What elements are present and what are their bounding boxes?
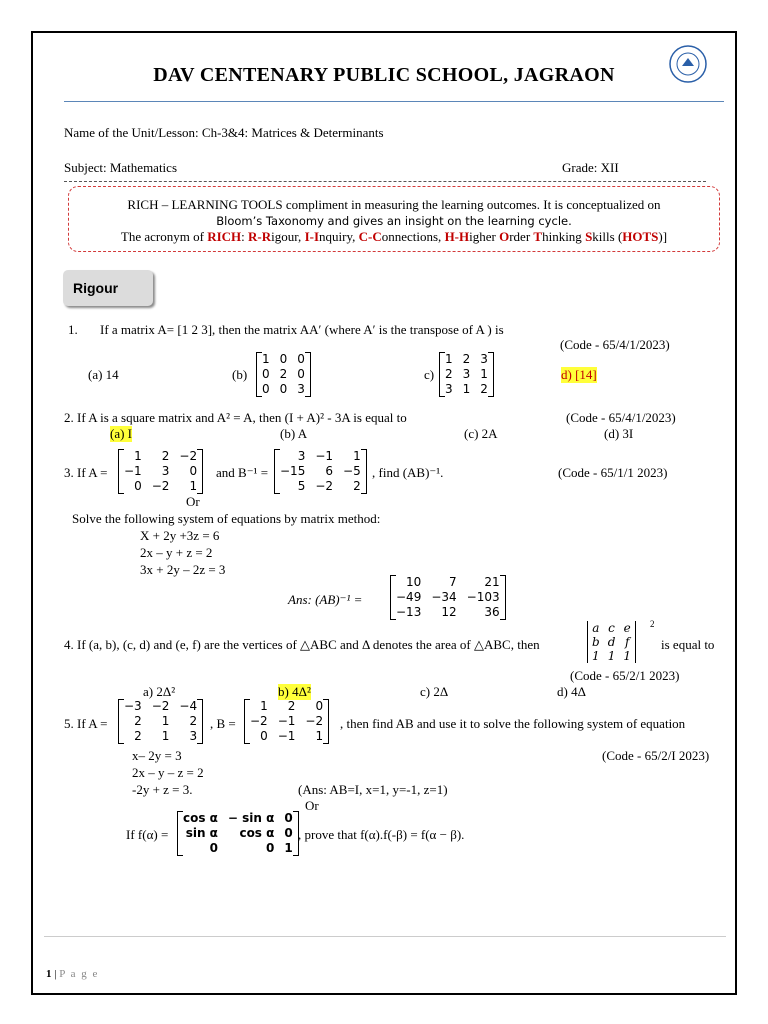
matrix-row <box>119 729 202 744</box>
matrix-cell: 1 <box>161 714 170 728</box>
matrix-cell: −1 <box>277 714 296 728</box>
matrix-cell: −2 <box>151 479 170 493</box>
matrix-cell: c <box>608 621 615 635</box>
matrix-row <box>275 449 366 464</box>
matrix-row <box>391 590 505 605</box>
matrix-cell: −49 <box>396 590 422 604</box>
matrix-row <box>257 382 310 397</box>
matrix-row <box>391 605 505 620</box>
matrix-cell: cos α <box>239 826 275 840</box>
matrix-cell: 1 <box>607 649 616 663</box>
matrix-cell: 1 <box>284 841 293 855</box>
matrix-cell: −1 <box>124 464 142 478</box>
matrix-cell: 1 <box>262 352 270 366</box>
matrix-cell: 3 <box>189 729 198 743</box>
matrix-row <box>119 449 202 464</box>
matrix-row <box>245 729 328 744</box>
q3-answer-label: Ans: (AB)⁻¹ = <box>288 592 363 607</box>
matrix-row <box>245 699 328 714</box>
q2-text: 2. If A is a square matrix and A² = A, then (I + A)² - 3A is equal to <box>64 410 407 425</box>
q5-b-label: , B = <box>210 716 236 731</box>
matrix-row <box>119 464 202 479</box>
q1-code: (Code - 65/4/1/2023) <box>560 337 670 352</box>
matrix-row <box>178 811 298 826</box>
matrix-cell: 3 <box>161 464 170 478</box>
q1-option-c: c) <box>424 367 435 382</box>
title-rule <box>64 101 724 102</box>
matrix-cell: −2 <box>315 479 334 493</box>
matrix-row <box>275 479 366 494</box>
unit-lesson: Name of the Unit/Lesson: Ch-3&4: Matrices & Determinants <box>64 125 384 140</box>
matrix-cell: −15 <box>280 464 306 478</box>
matrix-row <box>391 575 505 590</box>
matrix-cell: 1 <box>260 699 268 713</box>
q3-text: 3. If A = <box>64 465 108 480</box>
q5-answer: (Ans: AB=I, x=1, y=-1, z=1) <box>298 782 448 797</box>
q3-answer-matrix <box>390 575 506 620</box>
matrix-row <box>588 649 635 663</box>
matrix-cell: 1 <box>592 649 600 663</box>
matrix-cell: 2 <box>353 479 361 493</box>
matrix-cell: 0 <box>284 826 293 840</box>
matrix-cell: 2 <box>445 367 453 381</box>
matrix-row <box>440 352 493 367</box>
matrix-cell: 6 <box>325 464 334 478</box>
matrix-cell: 10 <box>406 575 422 589</box>
matrix-cell: 1 <box>353 449 361 463</box>
matrix-cell: 2 <box>287 699 296 713</box>
matrix-cell: −1 <box>315 449 334 463</box>
q5-f-matrix <box>177 811 299 856</box>
q1-number: 1. <box>68 322 78 337</box>
grade: Grade: XII <box>562 160 619 175</box>
q1-option-b: (b) <box>232 367 248 382</box>
matrix-cell: −34 <box>431 590 457 604</box>
matrix-cell: 1 <box>189 479 198 493</box>
matrix-cell: − sin α <box>227 811 275 825</box>
q1-option-a: (a) 14 <box>88 367 119 382</box>
q5-tail: , then find AB and use it to solve the following system of equation <box>340 716 686 731</box>
q4-square: 2 <box>650 619 655 629</box>
q3-or: Or <box>186 494 200 509</box>
q3-eq1: X + 2y +3z = 6 <box>140 528 220 543</box>
page-number: 1 | P a g e <box>46 968 99 980</box>
footer-rule <box>44 936 726 937</box>
matrix-cell: 12 <box>441 605 457 619</box>
q3-eq2: 2x – y + z = 2 <box>140 545 213 560</box>
matrix-cell: 0 <box>284 811 293 825</box>
q3-code: (Code - 65/1/1 2023) <box>558 465 668 480</box>
q4-tail: is equal to <box>661 637 715 652</box>
matrix-cell: 2 <box>189 714 198 728</box>
matrix-row <box>257 367 310 382</box>
matrix-cell: −3 <box>124 699 142 713</box>
q5-eq1: x– 2y = 3 <box>132 748 182 763</box>
matrix-cell: cos α <box>183 811 218 825</box>
q3-solve: Solve the following system of equations by matrix method: <box>72 511 381 526</box>
matrix-row <box>119 714 202 729</box>
q4-option-c: c) 2Δ <box>420 684 449 699</box>
matrix-cell: 0 <box>279 352 288 366</box>
matrix-cell: −2 <box>250 714 268 728</box>
matrix-cell: 3 <box>480 352 488 366</box>
matrix-cell: −2 <box>151 699 170 713</box>
rich-info-box: RICH – LEARNING TOOLS compliment in measuring the learning outcomes. It is conceptualized on Bloom’s Taxonomy and gives an insight on the learning cycle. The acronym of RICH: R-Rigour, I-Inquiry, C-Connections, H-Higher Order Thinking Skills (HOTS)] <box>68 186 720 252</box>
matrix-cell: 1 <box>134 449 142 463</box>
matrix-cell: −103 <box>466 590 500 604</box>
q3-find: , find (AB)⁻¹. <box>372 465 444 480</box>
q1-matrix-b <box>256 352 311 397</box>
q5-text: 5. If A = <box>64 716 108 731</box>
q3-matrix-a <box>118 449 203 494</box>
matrix-cell: 0 <box>262 367 270 381</box>
matrix-cell: 2 <box>480 382 488 396</box>
matrix-cell: 0 <box>297 352 305 366</box>
dashed-divider <box>64 181 706 182</box>
matrix-cell: −5 <box>343 464 361 478</box>
q4-determinant <box>587 621 636 663</box>
matrix-row <box>245 714 328 729</box>
matrix-row <box>119 699 202 714</box>
matrix-cell: −13 <box>396 605 422 619</box>
matrix-cell: sin α <box>185 826 218 840</box>
q5-matrix-a <box>118 699 203 744</box>
matrix-cell: 3 <box>462 367 471 381</box>
matrix-cell: 5 <box>297 479 306 493</box>
matrix-cell: 3 <box>297 449 306 463</box>
q3-matrix-b-inverse <box>274 449 367 494</box>
q1-matrix-c <box>439 352 494 397</box>
q2-option-c: (c) 2A <box>464 426 498 441</box>
matrix-cell: −1 <box>277 729 296 743</box>
q4-code: (Code - 65/2/1 2023) <box>570 668 680 683</box>
matrix-cell: 2 <box>279 367 288 381</box>
matrix-cell: 0 <box>134 479 142 493</box>
q4-option-d: d) 4Δ <box>557 684 586 699</box>
q4-option-a: a) 2Δ² <box>143 684 176 699</box>
matrix-cell: 0 <box>297 367 305 381</box>
matrix-row <box>440 382 493 397</box>
q5-f-label: If f(α) = <box>126 827 169 842</box>
matrix-cell: f <box>624 635 630 649</box>
subject: Subject: Mathematics <box>64 160 178 175</box>
matrix-cell: 21 <box>484 575 500 589</box>
matrix-cell: 2 <box>462 352 471 366</box>
q5-prove: , prove that f(α).f(-β) = f(α − β). <box>298 827 465 842</box>
matrix-row <box>257 352 310 367</box>
q4-text: 4. If (a, b), (c, d) and (e, f) are the vertices of △ABC and Δ denotes the area of △ABC, then <box>64 637 540 652</box>
q3-eq3: 3x + 2y – 2z = 3 <box>140 562 226 577</box>
matrix-cell: 0 <box>189 464 198 478</box>
matrix-cell: 2 <box>134 729 142 743</box>
q4-option-b: b) 4Δ² <box>278 684 311 699</box>
matrix-cell: d <box>607 635 616 649</box>
matrix-row <box>119 479 202 494</box>
matrix-cell: 0 <box>266 841 275 855</box>
matrix-cell: 1 <box>623 649 632 663</box>
matrix-cell: b <box>592 635 600 649</box>
q2-option-a: (a) I <box>110 426 133 441</box>
matrix-cell: 0 <box>279 382 288 396</box>
matrix-cell: 3 <box>297 382 305 396</box>
matrix-cell: 1 <box>315 729 324 743</box>
q5-matrix-b <box>244 699 329 744</box>
q5-eq3: -2y + z = 3. <box>132 782 193 797</box>
matrix-row <box>440 367 493 382</box>
matrix-cell: −2 <box>179 449 198 463</box>
matrix-row <box>178 826 298 841</box>
matrix-cell: 3 <box>445 382 453 396</box>
matrix-cell: −2 <box>305 714 324 728</box>
matrix-cell: 0 <box>315 699 324 713</box>
matrix-cell: a <box>592 621 600 635</box>
q3-and: and B⁻¹ = <box>216 465 269 480</box>
matrix-cell: 0 <box>209 841 218 855</box>
q2-option-b: (b) A <box>280 426 308 441</box>
matrix-cell: 0 <box>262 382 270 396</box>
matrix-cell: 7 <box>449 575 457 589</box>
q5-code: (Code - 65/2/I 2023) <box>602 748 710 763</box>
matrix-cell: e <box>623 621 631 635</box>
matrix-cell: −4 <box>179 699 198 713</box>
matrix-cell: 2 <box>134 714 142 728</box>
school-title: DAV CENTENARY PUBLIC SCHOOL, JAGRAON <box>153 64 615 86</box>
matrix-cell: 1 <box>462 382 471 396</box>
matrix-cell: 2 <box>161 449 170 463</box>
matrix-cell: 36 <box>484 605 500 619</box>
section-rigour-label: Rigour <box>63 270 153 306</box>
matrix-cell: 1 <box>445 352 453 366</box>
q5-eq2: 2x – y – z = 2 <box>132 765 204 780</box>
q1-text: If a matrix A= [1 2 3], then the matrix AA′ (where A′ is the transpose of A ) is <box>100 322 504 337</box>
q5-or: Or <box>305 798 319 813</box>
rich-acronym: The acronym of RICH: R-Rigour, I-Inquiry, C-Connections, H-Higher Order Thinking Skills (HOTS)] <box>120 229 668 244</box>
matrix-row <box>588 621 635 635</box>
matrix-row <box>275 464 366 479</box>
matrix-cell: 1 <box>480 367 488 381</box>
q2-code: (Code - 65/4/1/2023) <box>566 410 676 425</box>
q1-option-d: d) [14] <box>561 367 597 382</box>
matrix-row <box>178 841 298 856</box>
matrix-cell: 0 <box>260 729 268 743</box>
matrix-row <box>588 635 635 649</box>
q2-option-d: (d) 3I <box>604 426 634 441</box>
matrix-cell: 1 <box>161 729 170 743</box>
